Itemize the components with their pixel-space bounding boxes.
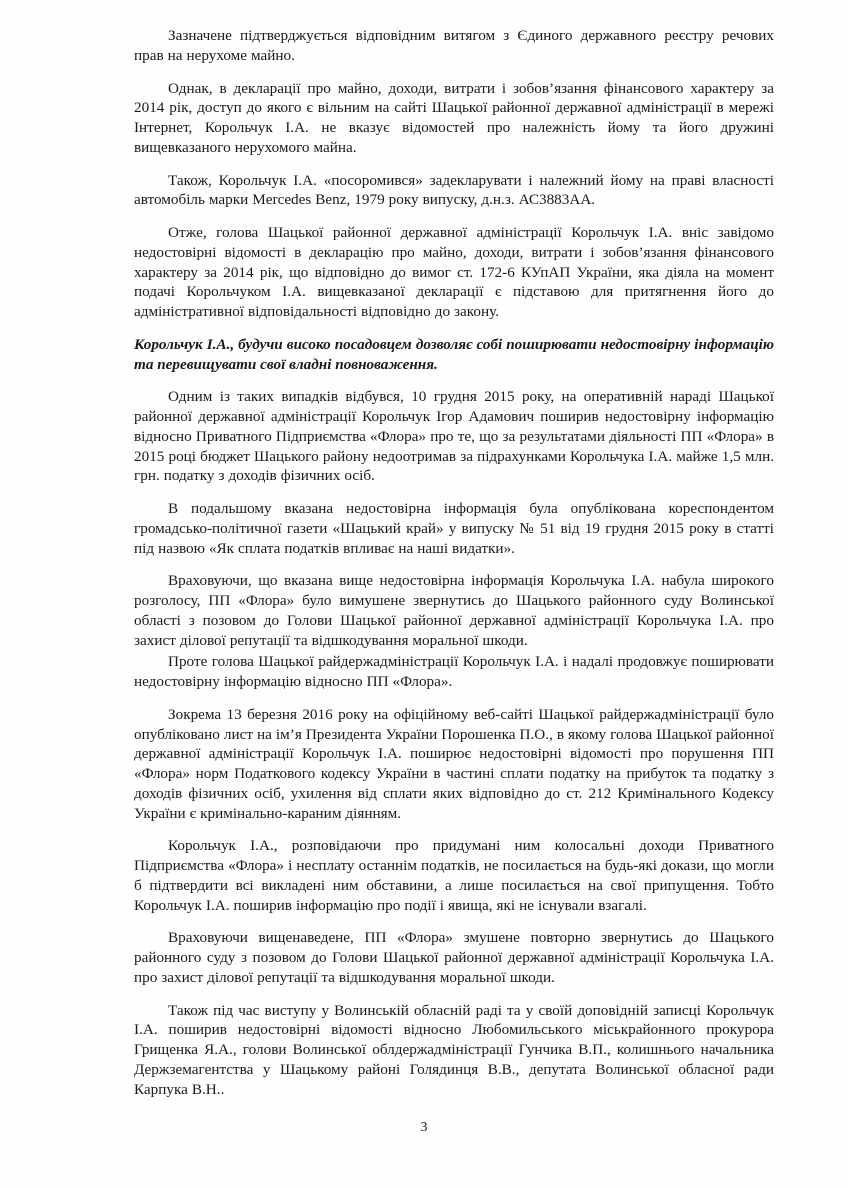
paragraph: Зокрема 13 березня 2016 року на офіційному веб-сайті Шацької райдержадміністрації було опубліковано лист на ім’я Президента України Порошенка П.О., в якому голова Шацької районної державної адміністрації Корольчук І.А. поширює недостовірні відомості про порушення ПП «Флора» норм Податкового кодексу України в частині сплати податку на прибуток та податку з доходів фізичних осіб, ухилення від сплати яких відповідно до ст. 212 Кримінального Кодексу України є кримінально-караним діянням. (134, 705, 774, 822)
paragraph: Отже, голова Шацької районної державної адміністрації Корольчук І.А. вніс завідомо недостовірні відомості в декларацію про майно, доходи, витрати і зобов’язання фінансового характеру за 2014 рік, що відповідно до вимог ст. 172-6 КУпАП України, яка діяла на момент подачі Корольчуком І.А. вищевказаної декларації є підставою для притягнення його до адміністративної відповідальності відповідно до закону. (134, 224, 774, 320)
paragraph: Також, Корольчук І.А. «посоромився» задекларувати і належний йому на праві власності автомобіль марки Mercedes Benz, 1979 року випуску, д.н.з. АС3883АА. (134, 171, 774, 209)
paragraph: Враховуючи вищенаведене, ПП «Флора» змушене повторно звернутись до Шацького районного суду з позовом до Голови Шацької районної державної адміністрації Корольчука І.А. про захист ділової репутації та відшкодування моральної шкоди. (134, 929, 774, 986)
paragraph: Також під час виступу у Волинській обласній раді та у своїй доповідній записці Корольчук І.А. поширив недостовірні відомості відносно Любомильського міськрайонного прокурора Грищенка Я.А., голови Волинської облдержадміністрації Гунчика В.П., колишнього начальника Держземагентства у Шацькому районі Голядинця В.В., депутата Волинської обласної ради Карпука В.Н.. (134, 1001, 774, 1098)
page-number: 3 (420, 1120, 428, 1135)
document-body (134, 26, 774, 1099)
emphasized-paragraph: Корольчук І.А., будучи високо посадовцем дозволяє собі поширювати недостовірну інформацію та перевищувати свої владні повноваження. (134, 335, 774, 373)
paragraph: Зазначене підтверджується відповідним витягом з Єдиного державного реєстру речових прав на нерухоме майно. (134, 27, 774, 64)
paragraph: Одним із таких випадків відбувся, 10 грудня 2015 року, на оперативній нараді Шацької районної державної адміністрації Корольчук Ігор Адамович поширив недостовірну інформацію відносно Приватного Підприємства «Флора» про те, що за результатами діяльності ПП «Флора» в 2015 році бюджет Шацького району недоотримав за підрахунками Корольчука І.А. майже 1,5 млн. грн. податку з доходів фізичних осіб. (134, 388, 774, 485)
paragraph: Враховуючи, що вказана вище недостовірна інформація Корольчука І.А. набула широкого розголосу, ПП «Флора» було вимушене звернутись до Шацького районного суду Волинської області з позовом до Голови Шацької районної державної адміністрації Корольчука І.А. про захист ділової репутації та відшкодування моральної шкоди. (134, 572, 774, 649)
paragraph: Корольчук І.А., розповідаючи про придумані ним колосальні доходи Приватного Підприємства «Флора» і несплату останнім податків, не посилається на будь-які докази, що могли б підтвердити всі викладені ним обставини, а лише посилається на свої припущення. Тобто Корольчук І.А. поширив інформацію про події і явища, які не існували взагалі. (134, 837, 774, 914)
paragraph: Проте голова Шацької райдержадміністрації Корольчук І.А. і надалі продовжує поширювати недостовірну інформацію відносно ПП «Флора». (134, 653, 774, 690)
paragraph: В подальшому вказана недостовірна інформація була опублікована кореспондентом громадсько-політичної газети «Шацький край» у випуску № 51 від 19 грудня 2015 року в статті під назвою «Як сплата податків впливає на наші видатки». (134, 500, 774, 557)
paragraph: Однак, в декларації про майно, доходи, витрати і зобов’язання фінансового характеру за 2014 рік, доступ до якого є вільним на сайті Шацької районної державної адміністрації в мережі Інтернет, Корольчук І.А. не вказує відомостей про належність йому та його дружині вищевказаного нерухомого майна. (134, 79, 774, 156)
